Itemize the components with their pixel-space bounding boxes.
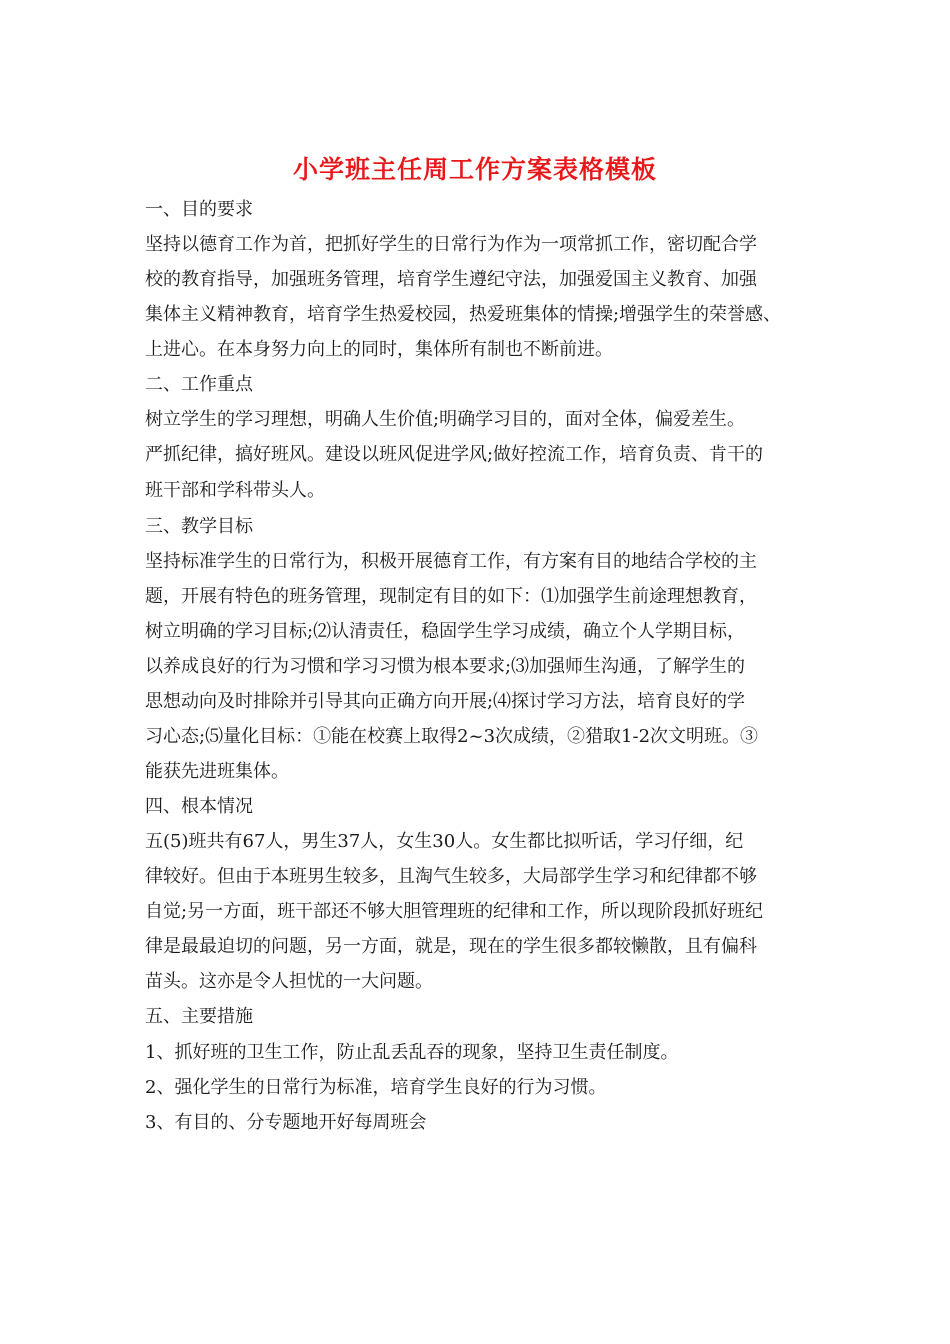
list-item: 3、有目的、分专题地开好每周班会 [145, 1112, 427, 1133]
paragraph-line: 树立明确的学习目标;⑵认清责任，稳固学生学习成绩，确立个人学期目标， [145, 621, 746, 642]
paragraph-line: 集体主义精神教育，培育学生热爱校园，热爱班集体的情操;增强学生的荣誉感、 [145, 304, 782, 325]
section-heading-measures: 五、主要措施 [145, 1006, 253, 1027]
paragraph-line: 坚持标准学生的日常行为，积极开展德育工作，有方案有目的地结合学校的主 [145, 551, 757, 572]
paragraph-line: 上进心。在本身努力向上的同时，集体所有制也不断前进。 [145, 339, 613, 360]
section-heading-targets: 三、教学目标 [145, 516, 253, 537]
section-heading-situation: 四、根本情况 [145, 796, 253, 817]
paragraph-line: 五(5)班共有67人，男生37人，女生30人。女生都比拟听话，学习仔细，纪 [145, 831, 744, 852]
paragraph-line: 严抓纪律，搞好班风。建设以班风促进学风;做好控流工作，培育负责、肯干的 [145, 444, 764, 465]
list-item: 1、抓好班的卫生工作，防止乱丢乱吞的现象，坚持卫生责任制度。 [145, 1042, 679, 1063]
paragraph-line: 思想动向及时排除并引导其向正确方向开展;⑷探讨学习方法，培育良好的学 [145, 691, 746, 712]
paragraph-line: 苗头。这亦是令人担忧的一大问题。 [145, 971, 433, 992]
paragraph-line: 律较好。但由于本班男生较多，且淘气生较多，大局部学生学习和纪律都不够 [145, 866, 757, 887]
paragraph-line: 以养成良好的行为习惯和学习习惯为根本要求;⑶加强师生沟通，了解学生的 [145, 656, 746, 677]
paragraph-line: 题，开展有特色的班务管理，现制定有目的如下：⑴加强学生前途理想教育， [145, 586, 757, 607]
document-title: 小学班主任周工作方案表格模板 [292, 155, 657, 184]
paragraph-line: 校的教育指导，加强班务管理，培育学生遵纪守法，加强爱国主义教育、加强 [145, 269, 757, 290]
paragraph-line: 自觉;另一方面，班干部还不够大胆管理班的纪律和工作，所以现阶段抓好班纪 [145, 901, 764, 922]
paragraph-line: 能获先进班集体。 [145, 761, 289, 782]
section-heading-goals: 一、目的要求 [145, 199, 253, 220]
paragraph-line: 坚持以德育工作为首，把抓好学生的日常行为作为一项常抓工作，密切配合学 [145, 234, 757, 255]
section-heading-focus: 二、工作重点 [145, 374, 253, 395]
paragraph-line: 班干部和学科带头人。 [145, 480, 325, 501]
paragraph-line: 习心态;⑸量化目标：①能在校赛上取得2~3次成绩，②猎取1-2次文明班。③ [145, 726, 759, 747]
list-item: 2、强化学生的日常行为标准，培育学生良好的行为习惯。 [145, 1077, 607, 1098]
paragraph-line: 律是最最迫切的问题，另一方面，就是，现在的学生很多都较懒散，且有偏科 [145, 936, 757, 957]
paragraph-line: 树立学生的学习理想，明确人生价值;明确学习目的，面对全体，偏爱差生。 [145, 409, 746, 430]
